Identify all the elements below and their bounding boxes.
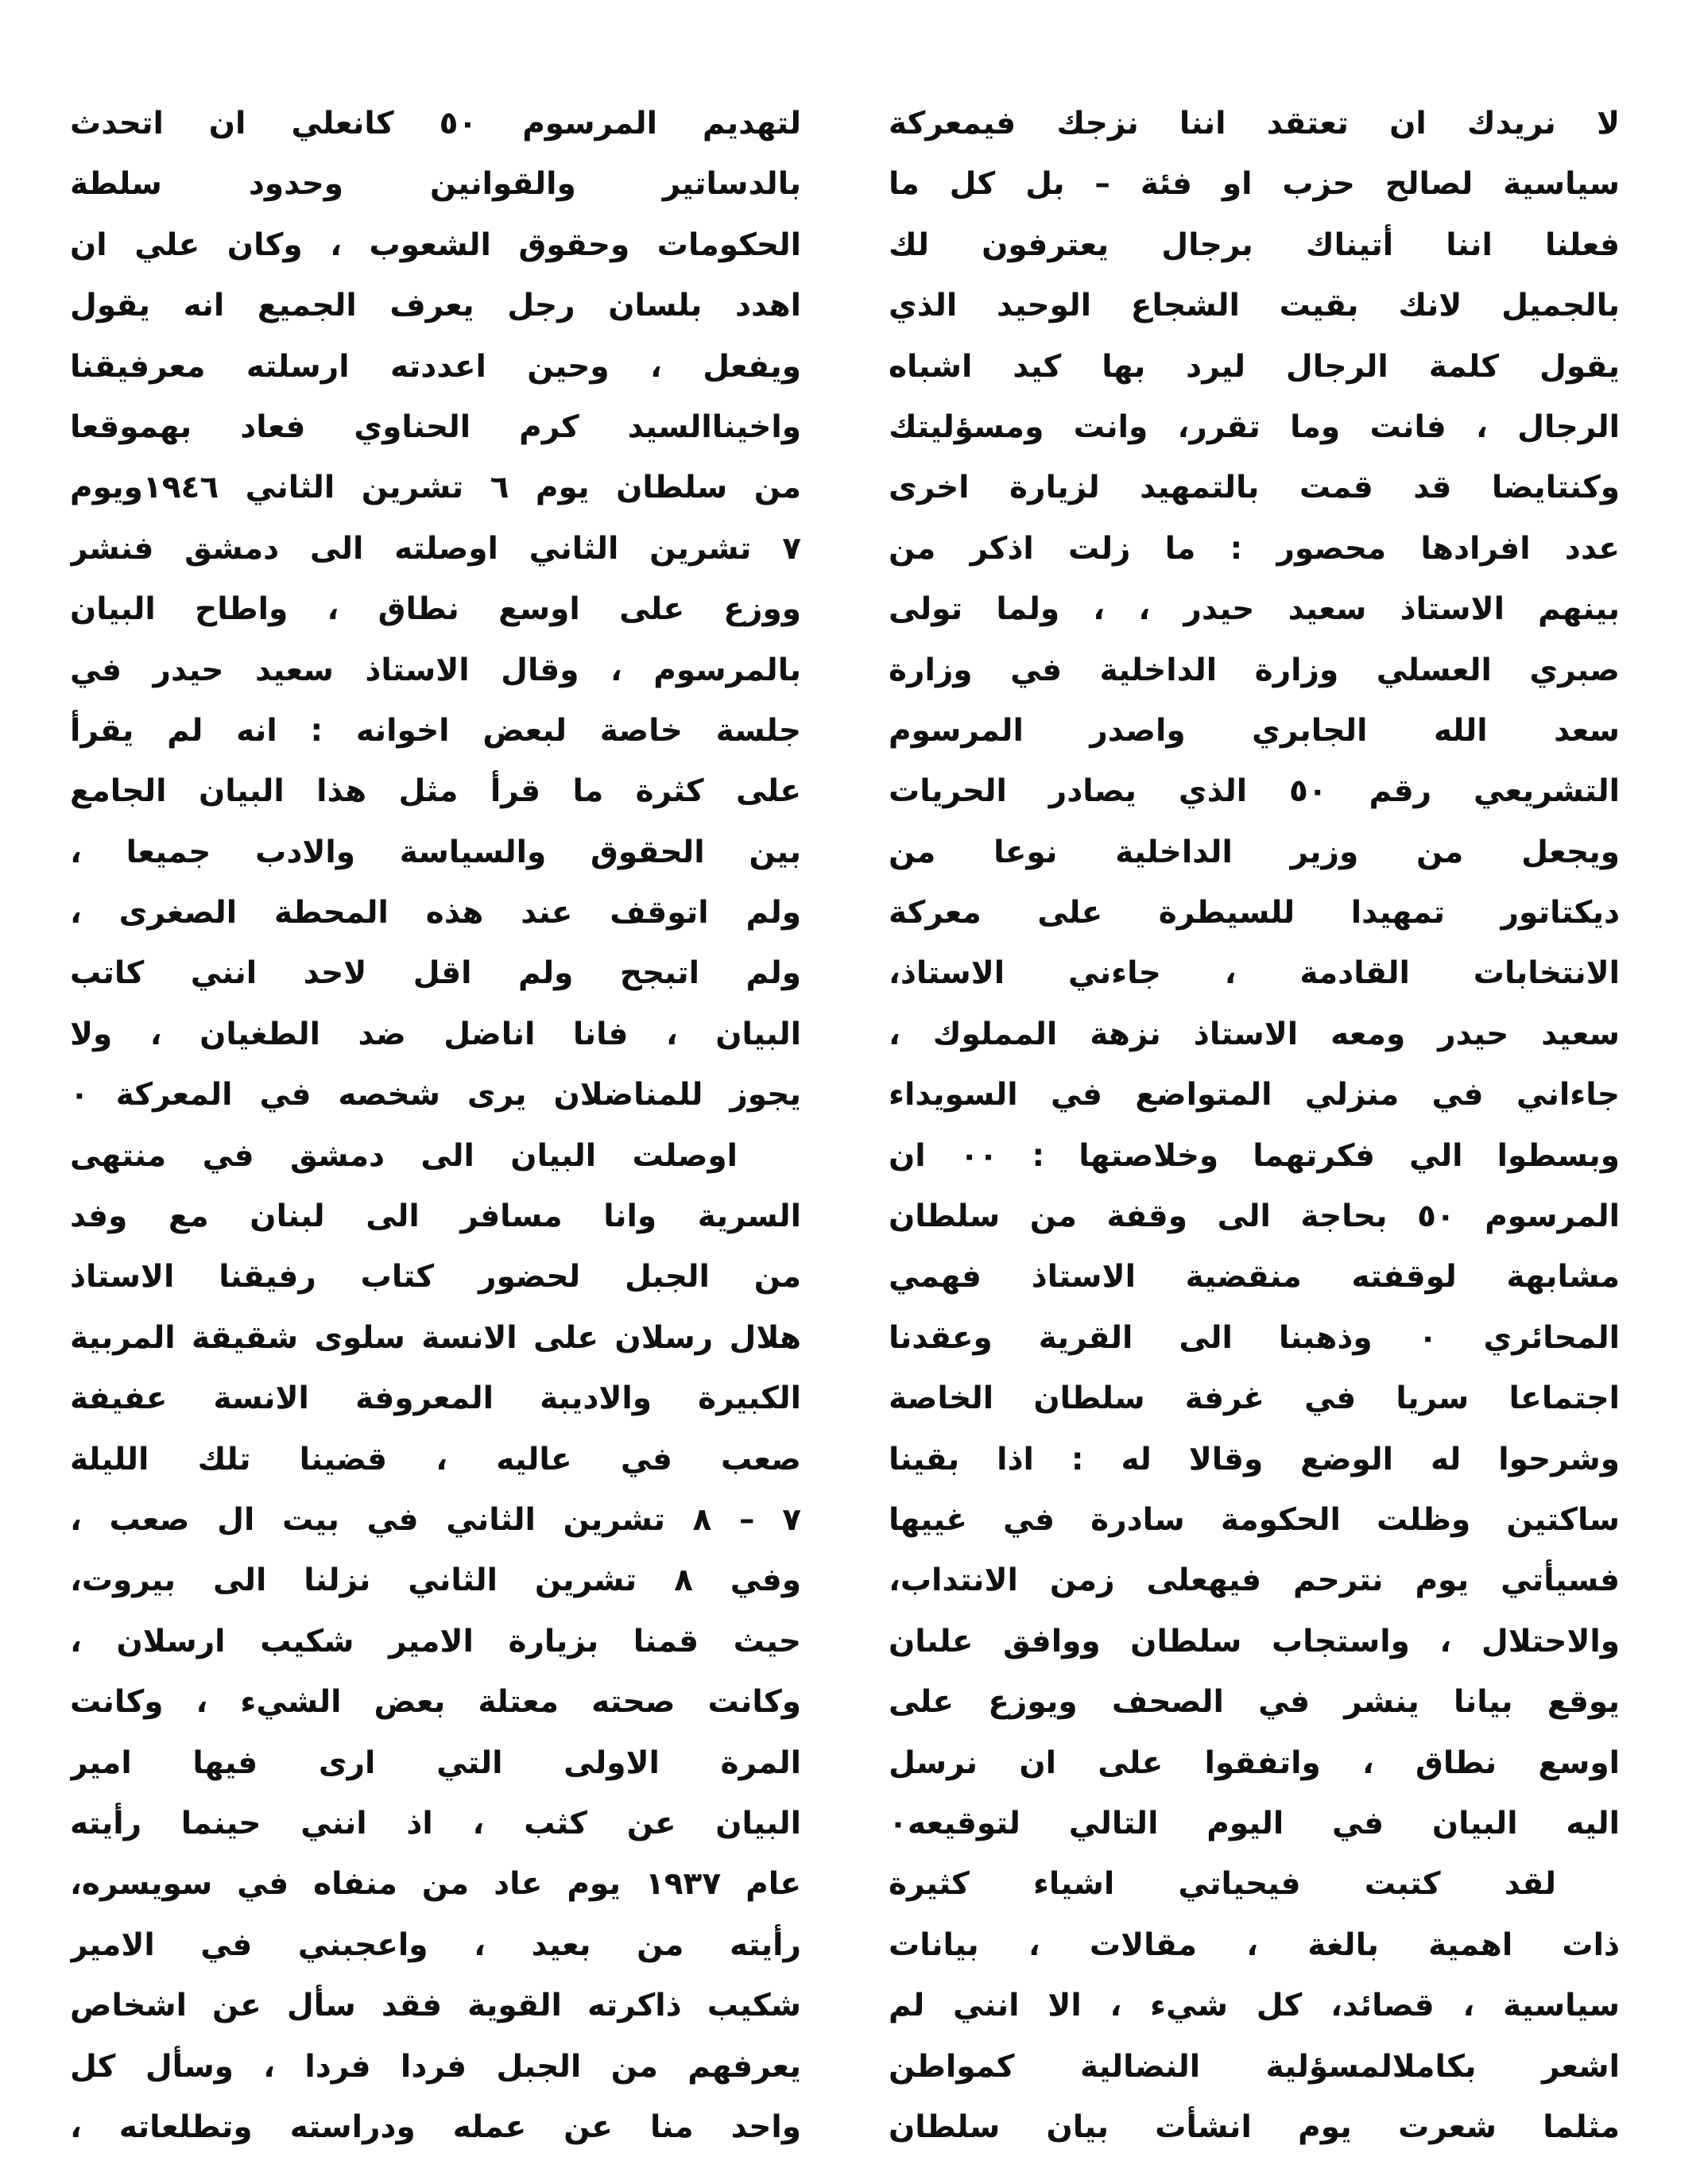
text-line: ٧ – ٨ تشرين الثاني في بيت ال صعب ، (70, 1501, 801, 1538)
text-line: عام ١٩٣٧ يوم عاد من منفاه في سويسره، (70, 1866, 801, 1903)
text-line: حيث قمنا بزيارة الامير شكيب ارسلان ، (70, 1623, 801, 1659)
text-line: ذات اهمية بالغة ، مقالات ، بيانات (889, 1926, 1620, 1963)
text-line: البيان ، فانا اناضل ضد الطغيان ، ولا (70, 1016, 801, 1052)
text-line: اشعر بكاملالمسؤلية النضالية كمواطن (889, 2048, 1620, 2085)
text-line: لتهديم المرسوم ٥٠ كانعلي ان اتحدث (70, 106, 801, 141)
text-line: مشابهة لوقفته منقضية الاستاذ فهمي (889, 1259, 1620, 1295)
text-line: ولم اتبجح ولم اقل لاحد انني كاتب (70, 955, 801, 992)
text-line: ولم اتوقف عند هذه المحطة الصغرى ، (70, 895, 801, 931)
text-line: اليه البيان في اليوم التالي لتوقيعه٠ (889, 1805, 1620, 1841)
text-line: وكانت صحته معتلة بعض الشيء ، وكانت (70, 1684, 801, 1721)
text-line: لا نريدك ان تعتقد اننا نزجك فيمعركة (889, 106, 1620, 141)
text-line: جلسة خاصة لبعض اخوانه : انه لم يقرأ (70, 712, 801, 749)
text-line: الرجال ، فانت وما تقرر، وانت ومسؤليتك (889, 409, 1620, 445)
right-text-column (889, 94, 1620, 2158)
text-line: المحائري ٠ وذهبنا الى القرية وعقدنا (889, 1319, 1620, 1356)
text-line: يقول كلمة الرجال ليرد بها كيد اشباه (889, 348, 1620, 385)
text-line: ديكتاتور تمهيدا للسيطرة على معركة (889, 895, 1620, 931)
text-line: السرية وانا مسافر الى لبنان مع وفد (70, 1198, 801, 1235)
text-line: البيان عن كثب ، اذ انني حينما رأيته (70, 1805, 801, 1841)
text-line: مثلما شعرت يوم انشأت بيان سلطان (889, 2108, 1620, 2145)
text-line: جاءاني في منزلي المتواضع في السويداء (889, 1077, 1620, 1113)
text-line: ويفعل ، وحين اعددته ارسلته معرفيقنا (70, 348, 801, 385)
text-line: واحد منا عن عمله ودراسته وتطلعاته ، (70, 2108, 801, 2145)
text-line: والاحتلال ، واستجاب سلطان ووافق علىان (889, 1623, 1620, 1659)
text-line: واخيناالسيد كرم الحناوي فعاد بهموقعا (70, 409, 801, 445)
text-line: بين الحقوق والسياسة والادب جميعا ، (70, 834, 801, 870)
text-line: الحكومات وحقوق الشعوب ، وكان علي ان (70, 227, 801, 263)
text-line: ووزع على اوسع نطاق ، واطاح البيان (70, 591, 801, 628)
text-line: سياسية ، قصائد، كل شيء ، الا انني لم (889, 1988, 1620, 2024)
text-line: من سلطان يوم ٦ تشرين الثاني ١٩٤٦ويوم (70, 470, 801, 506)
text-line: ويجعل من وزير الداخلية نوعا من (889, 834, 1620, 870)
left-text-column (70, 94, 801, 2158)
text-line: بينهم الاستاذ سعيد حيدر ، ، ولما تولى (889, 591, 1620, 628)
text-line: رأيته من بعيد ، واعجبني في الامير (70, 1926, 801, 1963)
text-line: الانتخابات القادمة ، جاءني الاستاذ، (889, 955, 1620, 992)
text-line: وكنتايضا قد قمت بالتمهيد لزيارة اخرى (889, 470, 1620, 506)
text-line: يجوز للمناضلان يرى شخصه في المعركة ٠ (70, 1077, 801, 1113)
text-line: المرسوم ٥٠ بحاجة الى وقفة من سلطان (889, 1198, 1620, 1235)
text-line: بالدساتير والقوانين وحدود سلطة (70, 166, 801, 203)
text-line: المرة الاولى التي ارى فيها امير (70, 1744, 801, 1781)
text-line: اهدد بلسان رجل يعرف الجميع انه يقول (70, 288, 801, 324)
text-line: بالمرسوم ، وقال الاستاذ سعيد حيدر في (70, 652, 801, 688)
text-line: عدد افرادها محصور : ما زلت اذكر من (889, 530, 1620, 567)
text-line: يوقع بيانا ينشر في الصحف ويوزع على (889, 1684, 1620, 1721)
text-line: اوصلت البيان الى دمشق في منتهى (70, 1137, 738, 1174)
text-line: وفي ٨ تشرين الثاني نزلنا الى بيروت، (70, 1562, 801, 1599)
text-line: سياسية لصالح حزب او فئة – بل كل ما (889, 166, 1620, 203)
text-line: فسيأتي يوم نترحم فيهعلى زمن الانتداب، (889, 1562, 1620, 1599)
text-line: سعيد حيدر ومعه الاستاذ نزهة المملوك ، (889, 1016, 1620, 1052)
text-line: فعلنا اننا أتيناك برجال يعترفون لك (889, 227, 1620, 263)
text-line: لقد كتبت فيحياتي اشياء كثيرة (889, 1866, 1556, 1903)
text-line: اجتماعا سريا في غرفة سلطان الخاصة (889, 1380, 1620, 1417)
text-line: صبري العسلي وزارة الداخلية في وزارة (889, 652, 1620, 688)
text-line: شكيب ذاكرته القوية فقد سأل عن اشخاص (70, 1988, 801, 2024)
text-line: وبسطوا الي فكرتهما وخلاصتها : ٠٠ ان (889, 1137, 1620, 1174)
text-line: من الجبل لحضور كتاب رفيقنا الاستاذ (70, 1259, 801, 1295)
text-line: اوسع نطاق ، واتفقوا على ان نرسل (889, 1744, 1620, 1781)
text-line: بالجميل لانك بقيت الشجاع الوحيد الذي (889, 288, 1620, 324)
text-line: وشرحوا له الوضع وقالا له : اذا بقينا (889, 1441, 1620, 1477)
text-line: على كثرة ما قرأ مثل هذا البيان الجامع (70, 773, 801, 810)
text-line: سعد الله الجابري واصدر المرسوم (889, 712, 1620, 749)
text-line: الكبيرة والاديبة المعروفة الانسة عفيفة (70, 1380, 801, 1417)
text-line: ٧ تشرين الثاني اوصلته الى دمشق فنشر (70, 530, 801, 567)
text-line: يعرفهم من الجبل فردا فردا ، وسأل كل (70, 2048, 801, 2085)
text-line: التشريعي رقم ٥٠ الذي يصادر الحريات (889, 773, 1620, 810)
text-line: ساكتين وظلت الحكومة سادرة في غييها (889, 1501, 1620, 1538)
text-line: هلال رسلان على الانسة سلوى شقيقة المربية (70, 1319, 801, 1356)
text-line: صعب في عاليه ، قضينا تلك الليلة (70, 1441, 801, 1477)
